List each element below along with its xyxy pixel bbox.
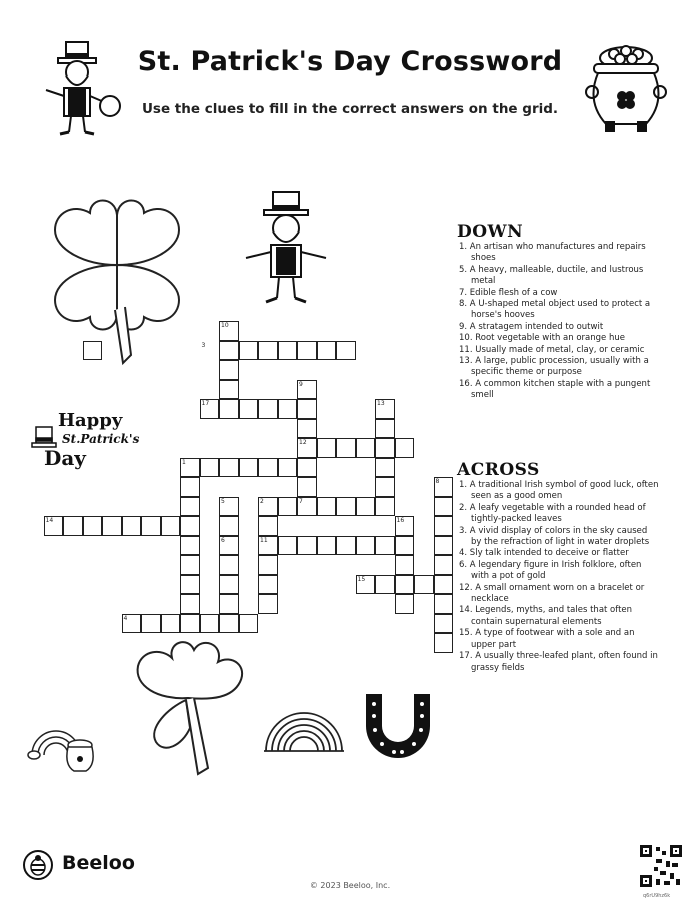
crossword-cell[interactable] [219,380,239,400]
pot-of-gold-icon [584,42,669,137]
crossword-cell[interactable] [180,497,200,517]
crossword-cell[interactable] [83,341,103,361]
crossword-cell[interactable] [297,477,317,497]
crossword-cell[interactable] [297,536,317,556]
crossword-cell[interactable] [395,555,415,575]
crossword-cell[interactable] [239,614,259,634]
crossword-cell[interactable] [141,516,161,536]
crossword-cell[interactable] [83,516,103,536]
down-clue-1: 1. An artisan who manufactures and repairs shoes [459,242,646,264]
crossword-cell[interactable] [375,575,395,595]
crossword-cell[interactable] [200,614,220,634]
rainbow-icon [262,707,347,755]
down-clue-5: 5. A heavy, malleable, ductile, and lustrous metal [459,264,644,287]
down-clue-9: 9. A stratagem intended to outwit [459,321,604,332]
crossword-cell[interactable] [395,594,415,614]
crossword-cell[interactable] [278,341,298,361]
clue-number: 6 [221,536,225,544]
across-clue-6: 6. A legendary figure in Irish folklore, often with a pot of gold [459,559,642,582]
crossword-cell[interactable] [356,497,376,517]
crossword-cell[interactable] [239,341,259,361]
bee-logo-icon [22,849,54,881]
crossword-cell[interactable] [297,341,317,361]
crossword-cell[interactable] [356,536,376,556]
across-clue-15: 15. A type of footwear with a sole and an upper part [459,628,635,650]
crossword-cell[interactable] [336,438,356,458]
crossword-cell[interactable] [375,419,395,439]
crossword-cell[interactable] [219,555,239,575]
crossword-cell[interactable] [258,458,278,478]
crossword-cell[interactable] [336,536,356,556]
down-heading: DOWN [457,222,524,242]
clue-number: 12 [299,439,307,446]
crossword-cell[interactable] [375,438,395,458]
crossword-cell[interactable] [161,614,181,634]
crossword-cell[interactable] [258,399,278,419]
clue-number: 3 [201,341,206,349]
crossword-cell[interactable] [395,438,415,458]
crossword-cell[interactable] [180,477,200,497]
down-clue-13: 13. A large, public procession, usually with a specific theme or purpose [459,356,649,378]
crossword-cell[interactable] [219,516,239,536]
across-clue-2: 2. A leafy vegetable with a rounded head of tightly-packed leaves [459,502,646,525]
across-clue-1: 1. A traditional Irish symbol of good luck, often seen as a good omen [459,480,659,502]
across-clue-12: 12. A small ornament worn on a bracelet or necklace [459,582,645,605]
clue-number: 14 [45,517,54,524]
crossword-cell[interactable] [278,458,298,478]
clue-number: 1 [182,458,186,466]
crossword-cell[interactable] [141,614,161,634]
clue-number: 5 [221,497,225,505]
crossword-cell[interactable] [375,458,395,478]
clue-number: 10 [221,322,229,329]
crossword-cell[interactable] [434,614,454,634]
crossword-cell[interactable] [258,555,278,575]
crossword-cell[interactable] [239,458,259,478]
crossword-cell[interactable] [375,477,395,497]
crossword-cell[interactable] [219,614,239,634]
clue-number: 17 [201,400,210,407]
day-text: Day [44,446,86,470]
crossword-cell[interactable] [219,458,239,478]
crossword-cell[interactable] [375,536,395,556]
crossword-cell[interactable] [258,341,278,361]
crossword-cell[interactable] [63,516,83,536]
crossword-cell[interactable] [375,497,395,517]
across-heading: ACROSS [457,460,540,480]
page-title: St. Patrick's Day Crossword [137,46,563,77]
crossword-cell[interactable] [278,497,298,517]
across-clue-17: 17. A usually three-leafed plant, often found in grassy fields [459,651,658,673]
across-clue-4: 4. Sly talk intended to deceive or flatter [459,548,629,559]
crossword-cell[interactable] [317,497,337,517]
crossword-cell[interactable] [297,458,317,478]
brand-name: Beeloo [62,852,135,874]
crossword-cell[interactable] [180,536,200,556]
crossword-cell[interactable] [434,633,454,653]
crossword-cell[interactable] [395,536,415,556]
shamrock-icon [128,638,253,783]
crossword-cell[interactable] [414,575,434,595]
crossword-cell[interactable] [434,516,454,536]
clue-number: 13 [377,400,385,407]
crossword-cell[interactable] [180,614,200,634]
crossword-cell[interactable] [102,516,122,536]
leprechaun-icon [38,40,128,140]
crossword-cell[interactable] [317,536,337,556]
crossword-cell[interactable] [219,399,239,419]
down-clue-16: 16. A common kitchen staple with a pungent smell [459,378,651,401]
down-clue-list [459,242,659,402]
down-clue-10: 10. Root vegetable with an orange hue [459,333,625,344]
leprechaun-center-icon [240,190,335,310]
clue-number: 2 [260,497,264,505]
clue-number: 9 [299,380,303,388]
crossword-cell[interactable] [336,497,356,517]
crossword-cell[interactable] [180,516,200,536]
crossword-cell[interactable] [258,516,278,536]
clue-number: 8 [435,478,440,485]
across-clue-list [459,480,659,674]
copyright-text: © 2023 Beeloo, Inc. [309,881,391,890]
clue-number: 4 [123,614,128,622]
crossword-cell[interactable] [297,399,317,419]
crossword-cell[interactable] [122,516,142,536]
crossword-cell[interactable] [297,419,317,439]
four-leaf-clover-icon [45,195,190,370]
rainbow-pot-icon [28,715,108,775]
crossword-cell[interactable] [219,360,239,380]
crossword-cell[interactable] [434,497,454,517]
clue-number: 16 [396,517,405,524]
crossword-cell[interactable] [356,438,376,458]
crossword-cell[interactable] [317,341,337,361]
across-clue-3: 3. A vivid display of colors in the sky caused by the refraction of light in water droplets [459,525,650,548]
down-clue-11: 11. Usually made of metal, clay, or ceramic [459,344,645,355]
crossword-cell[interactable] [161,516,181,536]
across-clue-14: 14. Legends, myths, and tales that often contain supernatural elements [459,605,633,627]
crossword-cell[interactable] [258,575,278,595]
qr-code-icon [640,845,682,887]
crossword-cell[interactable] [239,399,259,419]
crossword-cell[interactable] [180,555,200,575]
down-clue-7: 7. Edible flesh of a cow [459,287,558,298]
crossword-cell[interactable] [219,341,239,361]
crossword-cell[interactable] [219,594,239,614]
page-subtitle: Use the clues to fill in the correct answers on the grid. [141,101,559,117]
crossword-cell[interactable] [395,575,415,595]
crossword-cell[interactable] [434,575,454,595]
clue-number: 7 [299,497,303,505]
crossword-cell[interactable] [180,594,200,614]
qr-code-label: q6rU9hz6k [643,893,671,899]
crossword-cell[interactable] [434,594,454,614]
clue-number: 15 [357,575,366,583]
crossword-cell[interactable] [434,555,454,575]
crossword-cell[interactable] [278,536,298,556]
crossword-cell[interactable] [278,399,298,419]
crossword-cell[interactable] [219,575,239,595]
crossword-cell[interactable] [336,341,356,361]
clue-number: 11 [260,536,268,544]
horseshoe-icon [358,690,438,765]
crossword-cell[interactable] [258,594,278,614]
crossword-cell[interactable] [200,458,220,478]
crossword-cell[interactable] [180,575,200,595]
crossword-cell[interactable] [317,438,337,458]
st-patricks-text: St.Patrick's [62,432,140,446]
happy-text: Happy [58,410,123,431]
down-clue-8: 8. A U-shaped metal object used to protect a horse's hooves [459,299,651,321]
crossword-cell[interactable] [434,536,454,556]
